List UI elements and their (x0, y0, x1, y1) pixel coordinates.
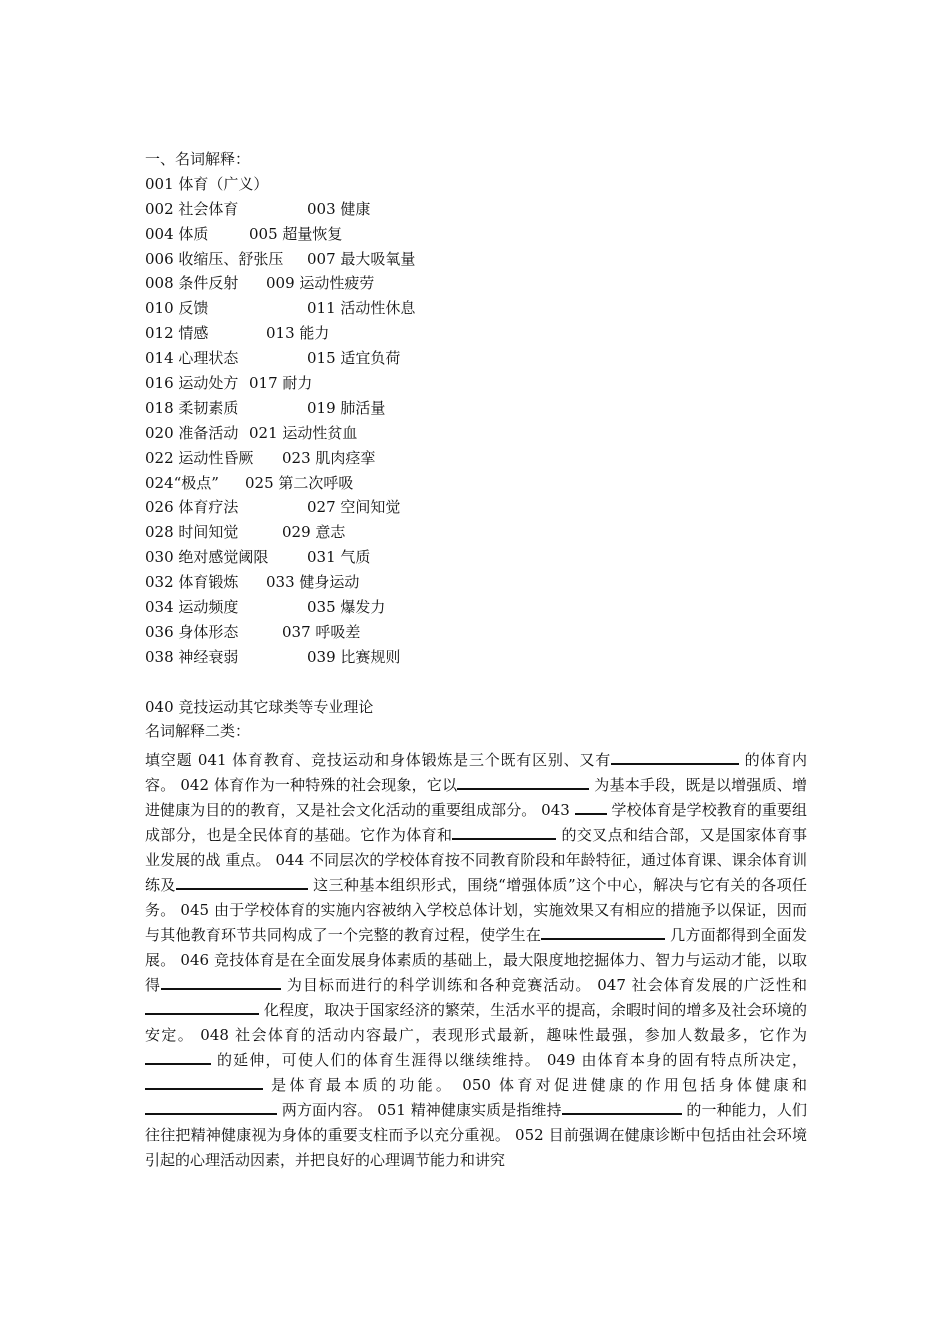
term-row (145, 197, 805, 222)
answer-blank (176, 876, 308, 890)
term-row (145, 371, 805, 396)
answer-blank (145, 1101, 277, 1115)
term-left: 034 运动频度 (145, 598, 239, 617)
fill-text: 的延伸，可使人们的体育生涯得以继续维持。 049 由体育本身的固有特点所决定， (216, 1051, 807, 1069)
terms-list (145, 147, 805, 744)
term-row (145, 645, 805, 670)
term-left: 032 体育锻炼 (145, 573, 239, 592)
term-left: 001 体育（广义） (145, 174, 269, 193)
fill-text: 化程度，取决于国家经济的繁荣，生活水平的提高，余暇时间的增多及社会环境的安定。 048 社会体育的活动内容最广，表现形式最新，趣味性最强，参加人数最多，它作为 (145, 1001, 807, 1044)
section-heading: 一、名词解释： (145, 150, 251, 168)
fill-in-paragraph (145, 748, 807, 1173)
answer-blank (562, 1101, 682, 1115)
term-right: 003 健康 (307, 199, 371, 218)
term-left: 010 反馈 (145, 299, 209, 318)
term-row (145, 595, 805, 620)
term-right: 039 比赛规则 (307, 647, 401, 666)
fill-text: 的交叉点和结合部，又是国家体育事业发展的战 重点。 044 不同层次的学校体育按不同教育阶段和年龄特征，通过体育课、课余体育训练及 (145, 826, 807, 894)
fill-text: 几方面都得到全面发展。 046 竞技体育是在全面发展身体素质的基础上，最大限度地挖掘体力、智力与运动才能，以取得 (145, 926, 807, 994)
term-left: 020 准备活动 (145, 423, 239, 442)
term-row (145, 346, 805, 371)
term-row (145, 446, 805, 471)
term-right: 031 气质 (307, 548, 371, 567)
term-row (145, 570, 805, 595)
term-right: 017 耐力 (249, 374, 313, 393)
term-right: 005 超量恢复 (249, 224, 343, 243)
term-row (145, 421, 805, 446)
term-row (145, 247, 805, 272)
term-right: 011 活动性休息 (307, 299, 416, 318)
subsection-heading: 名词解释二类： (145, 722, 251, 741)
answer-blank (145, 1001, 259, 1015)
term-right: 027 空间知觉 (307, 498, 401, 517)
term-row (145, 495, 805, 520)
term-left: 002 社会体育 (145, 199, 239, 218)
term-right: 013 能力 (266, 324, 330, 343)
fill-text: 为基本手段，既是以增强质、增进健康为目的的教育，又是社会文化活动的重要组成部分。 043 (145, 776, 807, 819)
term-right: 029 意志 (282, 523, 346, 542)
term-right: 033 健身运动 (266, 573, 360, 592)
term-right: 035 爆发力 (307, 598, 386, 617)
term-row (145, 520, 805, 545)
term-row (145, 545, 805, 570)
term-row (145, 321, 805, 346)
fill-text: 是体育最本质的功能。 050 体育对促进健康的作用包括身体健康和 (271, 1076, 807, 1094)
answer-blank (161, 976, 281, 990)
term-right: 021 运动性贫血 (249, 423, 358, 442)
term-row (145, 172, 805, 197)
fill-text: 为目标而进行的科学训练和各种竞赛活动。 047 社会体育发展的广泛性和 (286, 976, 807, 994)
term-left: 012 情感 (145, 324, 209, 343)
term-row (145, 620, 805, 645)
term-right: 025 第二次呼吸 (245, 473, 354, 492)
term-row (145, 271, 805, 296)
term-right: 015 适宜负荷 (307, 349, 401, 368)
term-left: 022 运动性昏厥 (145, 448, 254, 467)
term-left: 030 绝对感觉阈限 (145, 548, 269, 567)
term-left: 024“极点” (145, 473, 219, 492)
term-left: 008 条件反射 (145, 274, 239, 293)
term-left: 028 时间知觉 (145, 523, 239, 542)
term-row (145, 396, 805, 421)
fill-text: 这三种基本组织形式，围绕“增强体质”这个中心，解决与它有关的各项任务。 045 由于学校体育的实施内容被纳入学校总体计划，实施效果又有相应的措施予以保证，因而与其他教育环节共同构成了一个完整的教育过程，使学生在 (145, 876, 807, 944)
term-left: 014 心理状态 (145, 349, 239, 368)
fill-text: 的体育内容。 042 体育作为一种特殊的社会现象，它以 (145, 751, 807, 794)
term-row (145, 296, 805, 321)
term-left: 006 收缩压、舒张压 (145, 249, 284, 268)
term-row (145, 222, 805, 247)
term-right: 019 肺活量 (307, 398, 386, 417)
term-left: 036 身体形态 (145, 622, 239, 641)
answer-blank (145, 1076, 263, 1090)
fill-text: 的一种能力，人们往往把精神健康视为身体的重要支柱而予以充分重视。 052 目前强调在健康诊断中包括由社会环境引起的心理活动因素，并把良好的心理调节能力和讲究 (145, 1101, 807, 1169)
term-left: 016 运动处方 (145, 374, 239, 393)
term-left: 004 体质 (145, 224, 209, 243)
term-right: 007 最大吸氧量 (307, 249, 416, 268)
answer-blank (541, 926, 665, 940)
answer-blank (575, 801, 607, 815)
term-right: 037 呼吸差 (282, 622, 361, 641)
term-right: 023 肌肉痉挛 (282, 448, 376, 467)
term-left: 026 体育疗法 (145, 498, 239, 517)
fill-text: 学校体育是学校教育的重要组成部分，也是全民体育的基础。它作为体育和 (145, 801, 807, 844)
term-right: 009 运动性疲劳 (266, 274, 375, 293)
answer-blank (457, 776, 589, 790)
term-row (145, 471, 805, 496)
fill-text: 填空题 041 体育教育、竞技运动和身体锻炼是三个既有区别、又有 (145, 751, 612, 769)
fill-text: 两方面内容。 051 精神健康实质是指维持 (281, 1101, 562, 1119)
answer-blank (452, 826, 556, 840)
term-left: 018 柔韧素质 (145, 398, 239, 417)
term-left: 038 神经衰弱 (145, 647, 239, 666)
answer-blank (145, 1051, 211, 1065)
term-040: 040 竞技运动其它球类等专业理论 (145, 697, 374, 716)
answer-blank (611, 751, 739, 765)
